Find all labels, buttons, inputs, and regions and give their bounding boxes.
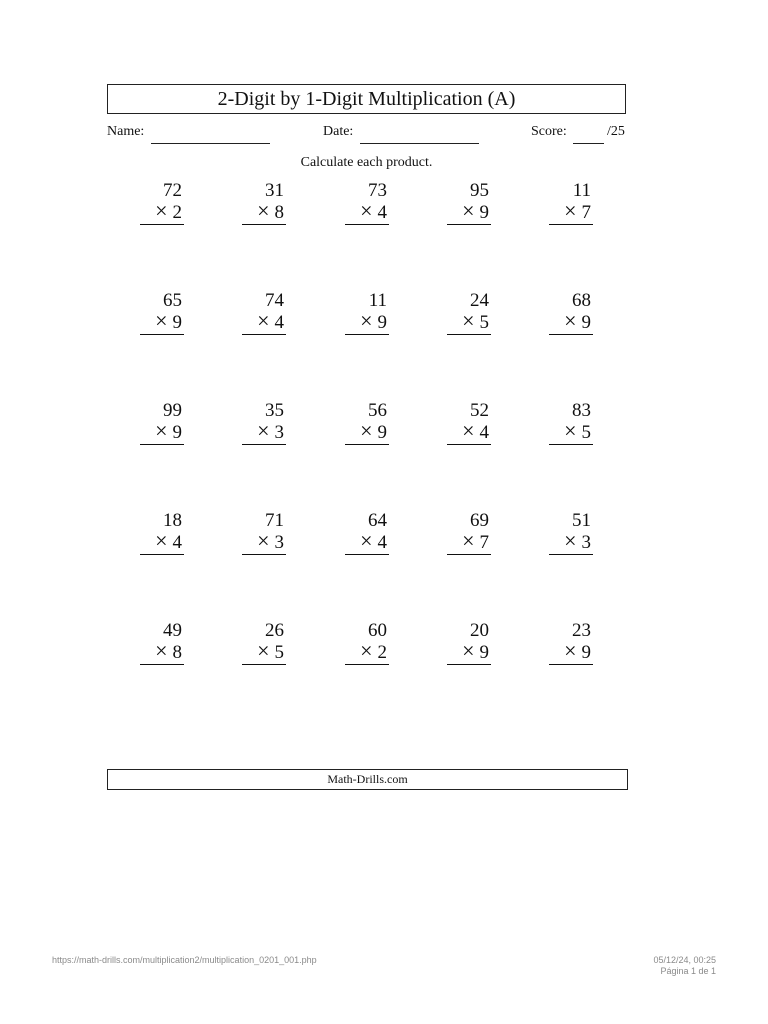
problem-1-2 (242, 181, 286, 225)
multiply-sign: × (564, 528, 577, 553)
multiplier: 9 (479, 202, 489, 223)
multiplier: 9 (581, 312, 591, 333)
multiplicand: 65 (163, 290, 182, 311)
multiplicand: 64 (368, 510, 387, 531)
multiplicand: 95 (470, 180, 489, 201)
print-footer-page-info: Página 1 de 1 (660, 966, 716, 976)
multiplicand: 56 (368, 400, 387, 421)
name-blank-line (151, 143, 270, 144)
multiplicand: 69 (470, 510, 489, 531)
multiply-sign: × (257, 418, 270, 443)
multiplier-line (447, 308, 491, 335)
multiply-sign: × (257, 308, 270, 333)
multiplier-line (549, 528, 593, 555)
multiplier-line (140, 198, 184, 225)
multiply-sign: × (360, 638, 373, 663)
problem-5-4 (447, 621, 491, 665)
multiplier-line (345, 528, 389, 555)
multiply-sign: × (564, 418, 577, 443)
multiplier-line (345, 638, 389, 665)
multiplier: 5 (479, 312, 489, 333)
multiplier-line (447, 198, 491, 225)
problem-5-1 (140, 621, 184, 665)
multiplier-line (345, 308, 389, 335)
problem-2-4 (447, 291, 491, 335)
problem-2-5 (549, 291, 593, 335)
multiply-sign: × (462, 638, 475, 663)
multiplicand: 83 (572, 400, 591, 421)
multiply-sign: × (257, 528, 270, 553)
multiplier: 9 (377, 422, 387, 443)
multiplicand: 68 (572, 290, 591, 311)
multiply-sign: × (360, 308, 373, 333)
multiplier-line (242, 638, 286, 665)
multiplier-line (242, 528, 286, 555)
multiplicand: 72 (163, 180, 182, 201)
multiplicand: 99 (163, 400, 182, 421)
problem-1-3 (345, 181, 389, 225)
multiplier-line (140, 528, 184, 555)
multiplicand: 31 (265, 180, 284, 201)
instructions: Calculate each product. (300, 155, 433, 170)
multiplicand: 73 (368, 180, 387, 201)
multiply-sign: × (155, 528, 168, 553)
problem-4-2 (242, 511, 286, 555)
problem-1-1 (140, 181, 184, 225)
multiplier: 2 (377, 642, 387, 663)
multiplier: 3 (274, 532, 284, 553)
problem-3-4 (447, 401, 491, 445)
multiplicand: 74 (265, 290, 284, 311)
multiplicand: 23 (572, 620, 591, 641)
problem-4-1 (140, 511, 184, 555)
worksheet-footer-brand: Math-Drills.com (107, 769, 628, 790)
multiplicand: 35 (265, 400, 284, 421)
multiply-sign: × (155, 638, 168, 663)
multiplier-line (140, 308, 184, 335)
date-blank-line (360, 143, 479, 144)
multiply-sign: × (155, 418, 168, 443)
multiplier: 5 (581, 422, 591, 443)
multiplier: 9 (172, 312, 182, 333)
multiplier-line (140, 638, 184, 665)
multiply-sign: × (564, 198, 577, 223)
multiplier: 5 (274, 642, 284, 663)
multiplier-line (549, 198, 593, 225)
multiplier: 8 (274, 202, 284, 223)
multiplier: 7 (479, 532, 489, 553)
multiplier-line (549, 418, 593, 445)
multiplier: 4 (377, 202, 387, 223)
multiplicand: 18 (163, 510, 182, 531)
multiplier: 4 (172, 532, 182, 553)
multiply-sign: × (155, 198, 168, 223)
problem-1-4 (447, 181, 491, 225)
problem-5-5 (549, 621, 593, 665)
multiplier-line (140, 418, 184, 445)
multiplier-line (345, 418, 389, 445)
multiplier: 2 (172, 202, 182, 223)
multiplier-line (242, 308, 286, 335)
multiplier-line (447, 418, 491, 445)
multiplier: 9 (377, 312, 387, 333)
multiply-sign: × (360, 198, 373, 223)
multiplier: 3 (274, 422, 284, 443)
problem-3-3 (345, 401, 389, 445)
problem-3-5 (549, 401, 593, 445)
problem-2-3 (345, 291, 389, 335)
multiply-sign: × (462, 418, 475, 443)
multiply-sign: × (462, 528, 475, 553)
multiply-sign: × (360, 418, 373, 443)
multiply-sign: × (155, 308, 168, 333)
print-footer-url: https://math-drills.com/multiplication2/multiplication_0201_001.php (52, 955, 317, 965)
multiply-sign: × (360, 528, 373, 553)
score-total: /25 (607, 124, 625, 139)
score-blank-line (573, 143, 604, 144)
multiplicand: 52 (470, 400, 489, 421)
multiply-sign: × (257, 638, 270, 663)
multiplier-line (447, 528, 491, 555)
problem-5-2 (242, 621, 286, 665)
multiplicand: 11 (572, 180, 591, 201)
multiplier-line (242, 418, 286, 445)
multiplicand: 24 (470, 290, 489, 311)
multiplicand: 26 (265, 620, 284, 641)
problem-4-5 (549, 511, 593, 555)
multiply-sign: × (257, 198, 270, 223)
problem-2-1 (140, 291, 184, 335)
multiplicand: 51 (572, 510, 591, 531)
score-label: Score: (531, 124, 567, 139)
problem-4-4 (447, 511, 491, 555)
multiply-sign: × (564, 308, 577, 333)
print-footer-datetime: 05/12/24, 00:25 (653, 955, 716, 965)
multiplier-line (447, 638, 491, 665)
multiply-sign: × (462, 308, 475, 333)
problem-1-5 (549, 181, 593, 225)
worksheet-title: 2-Digit by 1-Digit Multiplication (A) (107, 84, 626, 114)
date-label: Date: (323, 124, 354, 139)
problem-3-2 (242, 401, 286, 445)
multiplicand: 71 (265, 510, 284, 531)
multiplier: 4 (274, 312, 284, 333)
multiplier: 7 (581, 202, 591, 223)
name-label: Name: (107, 124, 145, 139)
problem-3-1 (140, 401, 184, 445)
multiplicand: 11 (368, 290, 387, 311)
multiplicand: 60 (368, 620, 387, 641)
multiplier: 3 (581, 532, 591, 553)
problem-2-2 (242, 291, 286, 335)
multiplier-line (549, 638, 593, 665)
multiplicand: 49 (163, 620, 182, 641)
multiplier-line (242, 198, 286, 225)
problem-5-3 (345, 621, 389, 665)
multiplicand: 20 (470, 620, 489, 641)
multiplier: 9 (479, 642, 489, 663)
multiplier: 8 (172, 642, 182, 663)
multiplier: 9 (581, 642, 591, 663)
multiplier-line (549, 308, 593, 335)
multiplier-line (345, 198, 389, 225)
multiplier: 4 (377, 532, 387, 553)
problem-4-3 (345, 511, 389, 555)
multiply-sign: × (564, 638, 577, 663)
multiplier: 9 (172, 422, 182, 443)
multiply-sign: × (462, 198, 475, 223)
multiplier: 4 (479, 422, 489, 443)
